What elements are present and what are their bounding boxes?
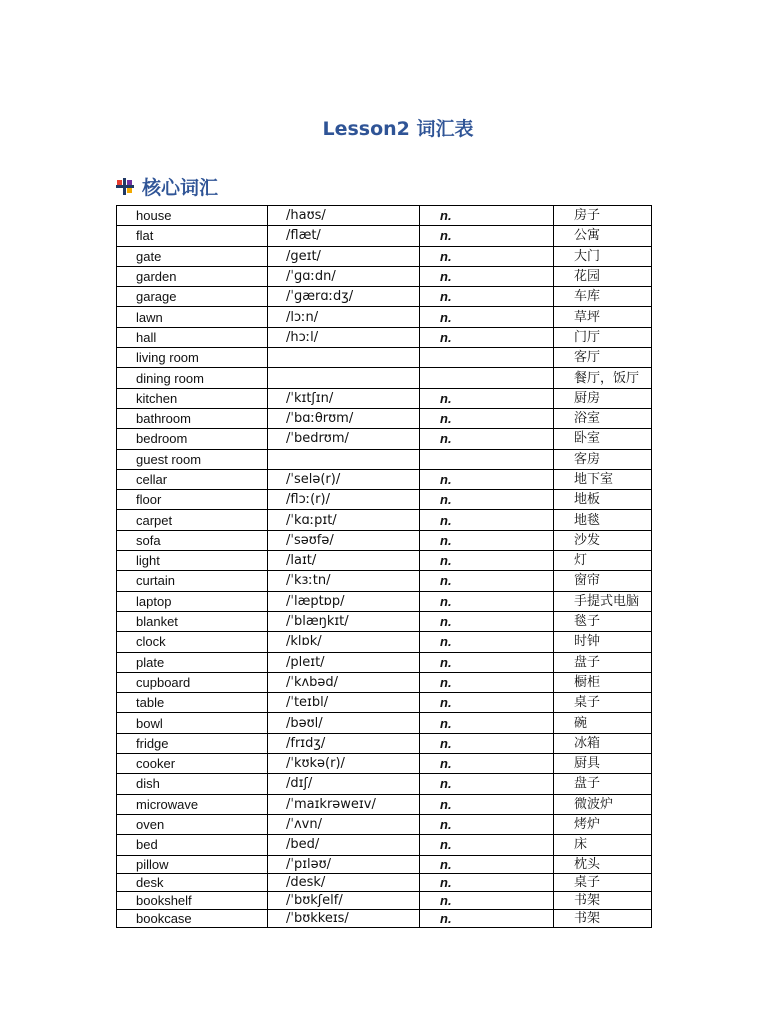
pos-cell: n. <box>420 873 554 891</box>
table-row <box>117 408 652 428</box>
word-cell: light <box>117 551 268 571</box>
word-cell: curtain <box>117 571 268 591</box>
table-row <box>117 713 652 733</box>
word-cell: bookshelf <box>117 891 268 909</box>
ipa-cell: /ˈmaɪkrəweɪv/ <box>268 794 420 814</box>
ipa-cell: /ˈkɑːpɪt/ <box>268 510 420 530</box>
meaning-cell: 手提式电脑 <box>554 591 652 611</box>
meaning-cell: 盘子 <box>554 774 652 794</box>
meaning-cell: 碗 <box>554 713 652 733</box>
word-cell: dish <box>117 774 268 794</box>
pos-cell: n. <box>420 469 554 489</box>
word-cell: kitchen <box>117 388 268 408</box>
table-row <box>117 591 652 611</box>
ipa-cell: /ˈɡærɑːdʒ/ <box>268 287 420 307</box>
ipa-cell: /ˈteɪbl/ <box>268 693 420 713</box>
table-row <box>117 693 652 713</box>
table-row <box>117 733 652 753</box>
ipa-cell: /bed/ <box>268 835 420 855</box>
ipa-cell: /ˈkʌbəd/ <box>268 672 420 692</box>
ipa-cell <box>268 368 420 388</box>
ipa-cell: /flɔː(r)/ <box>268 490 420 510</box>
ipa-cell: /lɔːn/ <box>268 307 420 327</box>
ipa-cell: /flæt/ <box>268 226 420 246</box>
table-row <box>117 652 652 672</box>
table-row <box>117 794 652 814</box>
ipa-cell: /hɔːl/ <box>268 327 420 347</box>
meaning-cell: 烤炉 <box>554 814 652 834</box>
table-row <box>117 206 652 226</box>
meaning-cell: 卧室 <box>554 429 652 449</box>
pos-cell <box>420 368 554 388</box>
meaning-cell: 厨房 <box>554 388 652 408</box>
meaning-cell: 书架 <box>554 909 652 927</box>
word-cell: laptop <box>117 591 268 611</box>
table-row <box>117 632 652 652</box>
word-cell: lawn <box>117 307 268 327</box>
pos-cell: n. <box>420 510 554 530</box>
ipa-cell: /ˈbɑːθrʊm/ <box>268 408 420 428</box>
meaning-cell: 浴室 <box>554 408 652 428</box>
meaning-cell: 地下室 <box>554 469 652 489</box>
pos-cell: n. <box>420 327 554 347</box>
pos-cell: n. <box>420 652 554 672</box>
pos-cell: n. <box>420 408 554 428</box>
pos-cell: n. <box>420 855 554 873</box>
meaning-cell: 时钟 <box>554 632 652 652</box>
table-row <box>117 287 652 307</box>
meaning-cell: 客厅 <box>554 348 652 368</box>
table-row <box>117 855 652 873</box>
pos-cell: n. <box>420 490 554 510</box>
table-row <box>117 814 652 834</box>
word-cell: cooker <box>117 754 268 774</box>
ipa-cell: /pleɪt/ <box>268 652 420 672</box>
table-row <box>117 348 652 368</box>
ipa-cell: /ˈpɪləʊ/ <box>268 855 420 873</box>
word-cell: desk <box>117 873 268 891</box>
meaning-cell: 大门 <box>554 246 652 266</box>
ipa-cell: /dɪʃ/ <box>268 774 420 794</box>
ipa-cell: /ˈsəʊfə/ <box>268 530 420 550</box>
meaning-cell: 窗帘 <box>554 571 652 591</box>
word-cell: bathroom <box>117 408 268 428</box>
ipa-cell: /bəʊl/ <box>268 713 420 733</box>
pos-cell: n. <box>420 591 554 611</box>
ipa-cell <box>268 449 420 469</box>
meaning-cell: 微波炉 <box>554 794 652 814</box>
word-cell: clock <box>117 632 268 652</box>
meaning-cell: 冰箱 <box>554 733 652 753</box>
meaning-cell: 橱柜 <box>554 672 652 692</box>
meaning-cell: 桌子 <box>554 873 652 891</box>
ipa-cell <box>268 348 420 368</box>
pos-cell <box>420 348 554 368</box>
meaning-cell: 房子 <box>554 206 652 226</box>
ipa-cell: /ˈkɪtʃɪn/ <box>268 388 420 408</box>
vocabulary-table <box>116 205 652 928</box>
meaning-cell: 花园 <box>554 266 652 286</box>
pos-cell: n. <box>420 891 554 909</box>
table-row <box>117 530 652 550</box>
word-cell: bookcase <box>117 909 268 927</box>
word-cell: flat <box>117 226 268 246</box>
word-cell: sofa <box>117 530 268 550</box>
pos-cell: n. <box>420 754 554 774</box>
section-header <box>114 173 218 199</box>
section-title: 核心词汇 <box>142 176 219 199</box>
word-cell: dining room <box>117 368 268 388</box>
word-cell: gate <box>117 246 268 266</box>
ipa-cell: /ˈbʊkkeɪs/ <box>268 909 420 927</box>
word-cell: house <box>117 206 268 226</box>
meaning-cell: 草坪 <box>554 307 652 327</box>
pos-cell: n. <box>420 307 554 327</box>
word-cell: hall <box>117 327 268 347</box>
word-cell: carpet <box>117 510 268 530</box>
meaning-cell: 车库 <box>554 287 652 307</box>
word-cell: cupboard <box>117 672 268 692</box>
word-cell: microwave <box>117 794 268 814</box>
meaning-cell: 地毯 <box>554 510 652 530</box>
ipa-cell: /frɪdʒ/ <box>268 733 420 753</box>
pos-cell: n. <box>420 835 554 855</box>
table-row <box>117 611 652 631</box>
pos-cell: n. <box>420 266 554 286</box>
ipa-cell: /ˈselə(r)/ <box>268 469 420 489</box>
meaning-cell: 公寓 <box>554 226 652 246</box>
ipa-cell: /ˈkɜːtn/ <box>268 571 420 591</box>
meaning-cell: 厨具 <box>554 754 652 774</box>
ipa-cell: /ˈbedrʊm/ <box>268 429 420 449</box>
pos-cell: n. <box>420 909 554 927</box>
table-row <box>117 754 652 774</box>
word-cell: blanket <box>117 611 268 631</box>
meaning-cell: 灯 <box>554 551 652 571</box>
meaning-cell: 门厅 <box>554 327 652 347</box>
pos-cell: n. <box>420 672 554 692</box>
pos-cell: n. <box>420 530 554 550</box>
meaning-cell: 沙发 <box>554 530 652 550</box>
table-row <box>117 510 652 530</box>
table-row <box>117 909 652 927</box>
meaning-cell: 毯子 <box>554 611 652 631</box>
pos-cell: n. <box>420 693 554 713</box>
table-row <box>117 307 652 327</box>
ipa-cell: /ˈkʊkə(r)/ <box>268 754 420 774</box>
ipa-cell: /ˈblæŋkɪt/ <box>268 611 420 631</box>
ipa-cell: /klɒk/ <box>268 632 420 652</box>
word-cell: floor <box>117 490 268 510</box>
meaning-cell: 床 <box>554 835 652 855</box>
table-row <box>117 490 652 510</box>
pos-cell: n. <box>420 733 554 753</box>
ipa-cell: /laɪt/ <box>268 551 420 571</box>
word-cell: living room <box>117 348 268 368</box>
table-row <box>117 266 652 286</box>
table-row <box>117 571 652 591</box>
ipa-cell: /ˈʌvn/ <box>268 814 420 834</box>
word-cell: table <box>117 693 268 713</box>
table-row <box>117 469 652 489</box>
table-row <box>117 774 652 794</box>
ipa-cell: /ˈbʊkʃelf/ <box>268 891 420 909</box>
word-cell: pillow <box>117 855 268 873</box>
word-cell: bedroom <box>117 429 268 449</box>
table-row <box>117 226 652 246</box>
meaning-cell: 书架 <box>554 891 652 909</box>
pos-cell: n. <box>420 611 554 631</box>
word-cell: cellar <box>117 469 268 489</box>
ipa-cell: /desk/ <box>268 873 420 891</box>
word-cell: garage <box>117 287 268 307</box>
pos-cell: n. <box>420 287 554 307</box>
word-cell: bowl <box>117 713 268 733</box>
table-row <box>117 891 652 909</box>
word-cell: garden <box>117 266 268 286</box>
pos-cell: n. <box>420 388 554 408</box>
meaning-cell: 盘子 <box>554 652 652 672</box>
table-row <box>117 388 652 408</box>
pos-cell: n. <box>420 774 554 794</box>
ipa-cell: /haʊs/ <box>268 206 420 226</box>
pos-cell: n. <box>420 206 554 226</box>
ipa-cell: /ˈɡɑːdn/ <box>268 266 420 286</box>
pos-cell: n. <box>420 814 554 834</box>
table-row <box>117 246 652 266</box>
pos-cell: n. <box>420 551 554 571</box>
word-cell: oven <box>117 814 268 834</box>
pos-cell: n. <box>420 226 554 246</box>
word-cell: bed <box>117 835 268 855</box>
table-row <box>117 551 652 571</box>
pos-cell: n. <box>420 571 554 591</box>
pos-cell: n. <box>420 246 554 266</box>
table-row <box>117 368 652 388</box>
meaning-cell: 餐厅，饭厅 <box>554 368 652 388</box>
table-row <box>117 449 652 469</box>
page-title: Lesson2 词汇表 <box>322 118 474 140</box>
pos-cell: n. <box>420 794 554 814</box>
table-row <box>117 873 652 891</box>
pos-cell: n. <box>420 632 554 652</box>
word-cell: plate <box>117 652 268 672</box>
meaning-cell: 地板 <box>554 490 652 510</box>
ipa-cell: /ˈlæptɒp/ <box>268 591 420 611</box>
table-row <box>117 429 652 449</box>
pos-cell <box>420 449 554 469</box>
table-row <box>117 672 652 692</box>
meaning-cell: 客房 <box>554 449 652 469</box>
bullet-cross-icon <box>114 176 136 196</box>
table-row <box>117 327 652 347</box>
meaning-cell: 桌子 <box>554 693 652 713</box>
table-row <box>117 835 652 855</box>
pos-cell: n. <box>420 713 554 733</box>
word-cell: fridge <box>117 733 268 753</box>
pos-cell: n. <box>420 429 554 449</box>
meaning-cell: 枕头 <box>554 855 652 873</box>
word-cell: guest room <box>117 449 268 469</box>
ipa-cell: /geɪt/ <box>268 246 420 266</box>
